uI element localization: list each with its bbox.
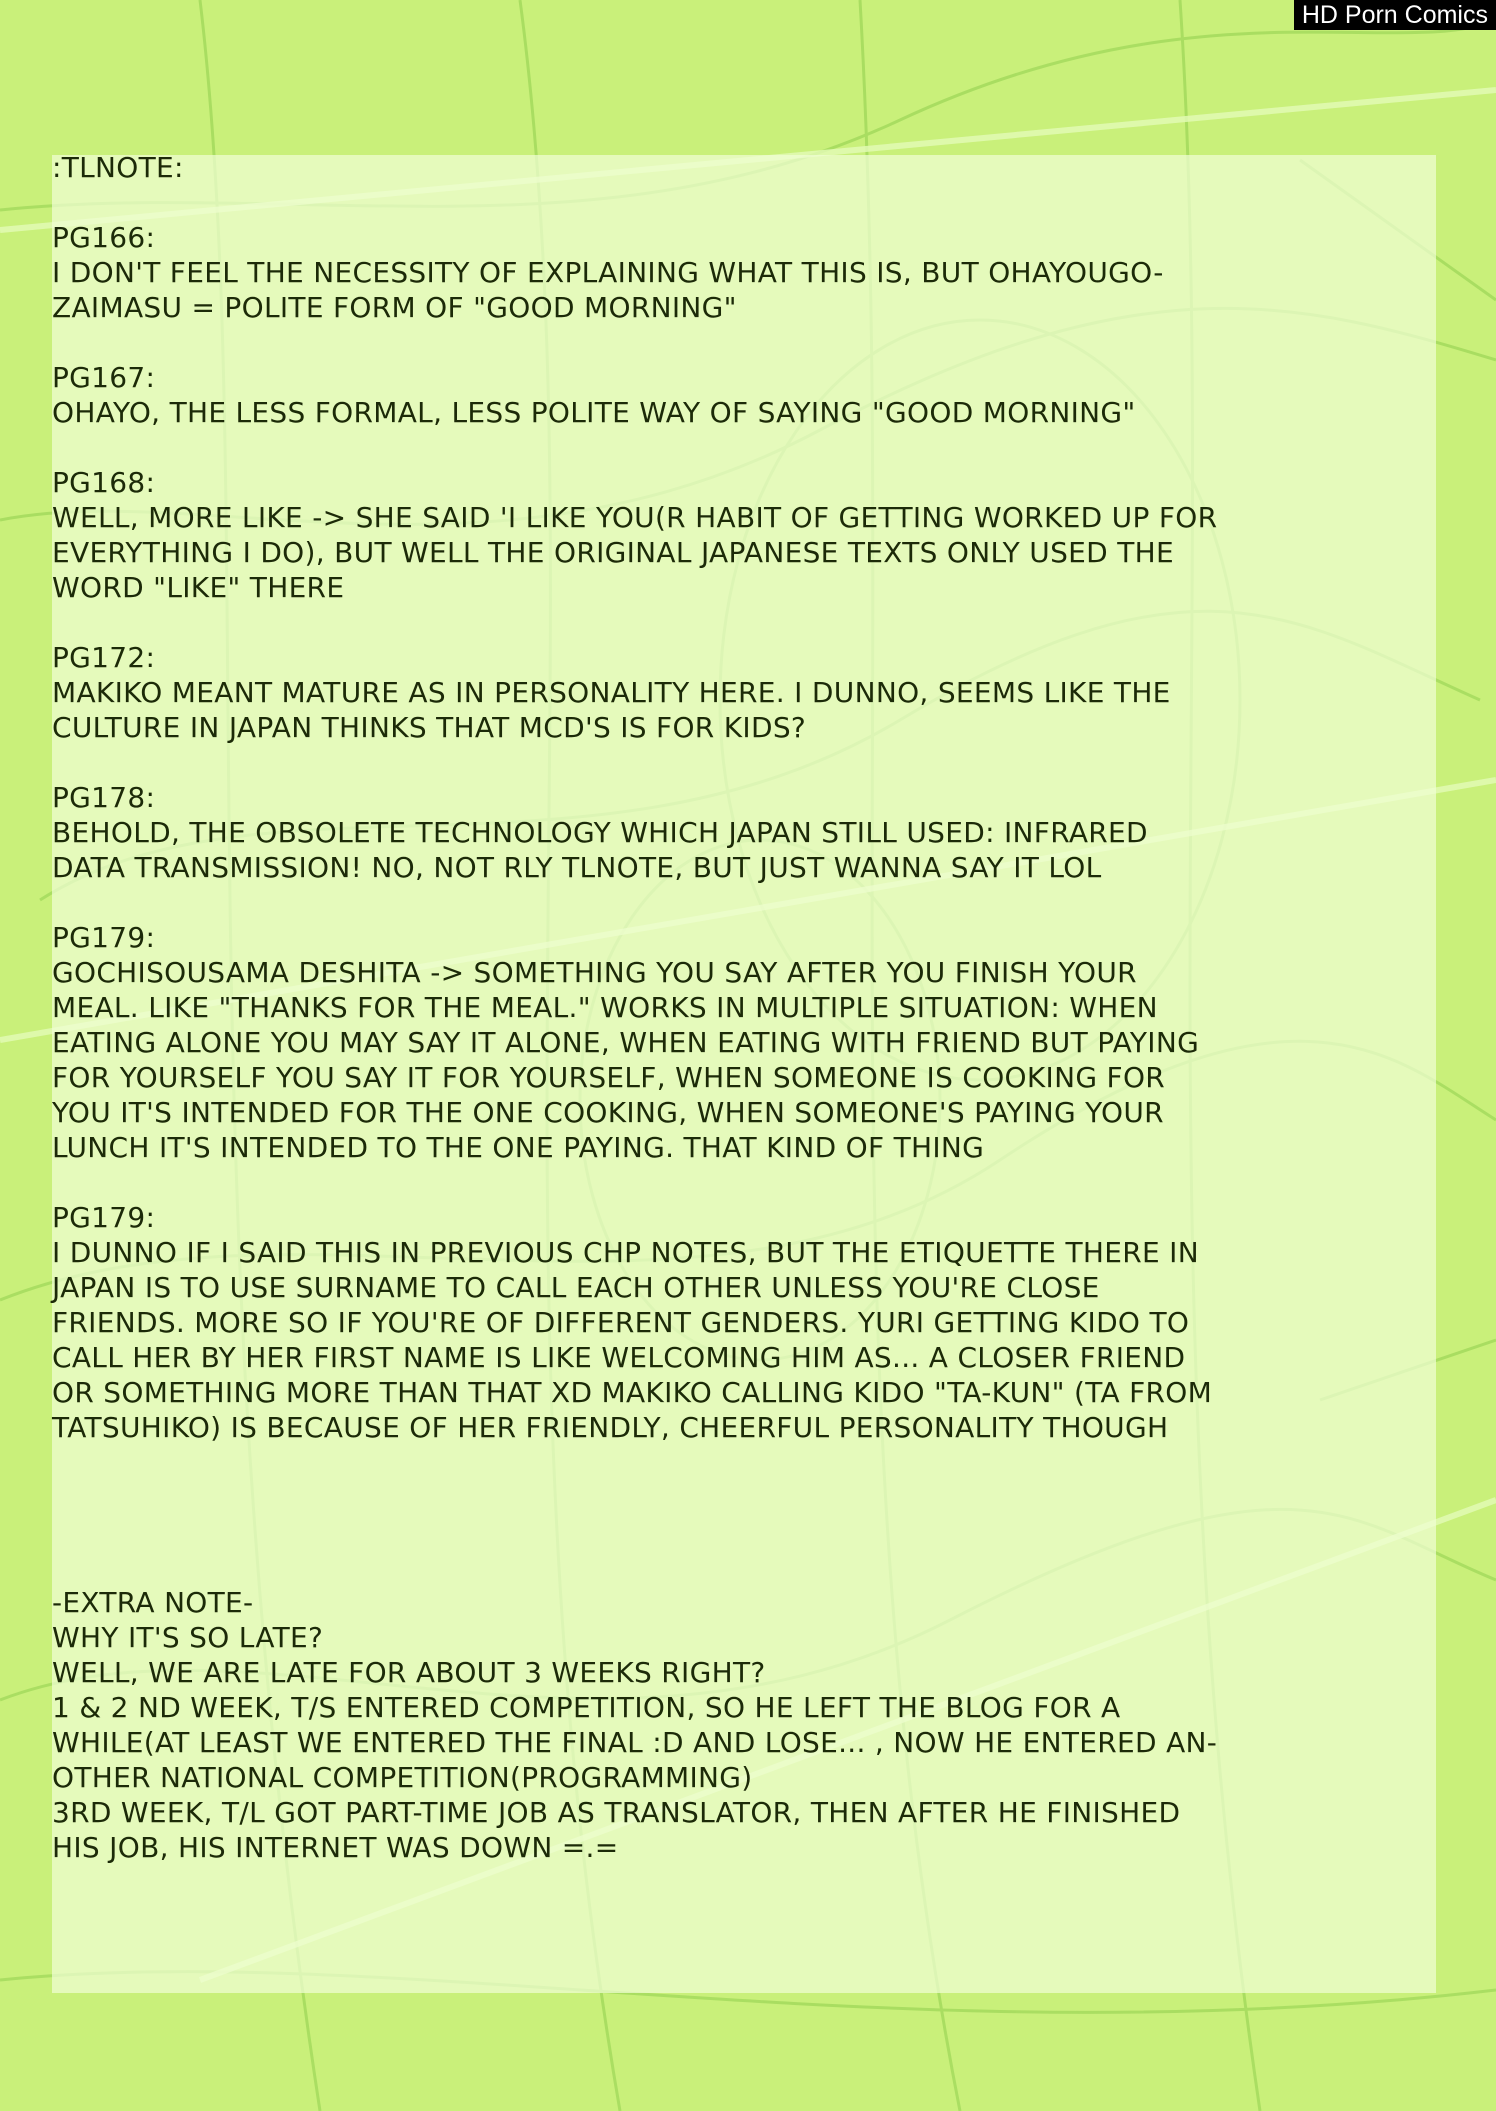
notes-heading: :TLNOTE: bbox=[52, 151, 184, 184]
note-body: I DUNNO IF I SAID THIS IN PREVIOUS CHP NOTES, BUT THE ETIQUETTE THERE IN JAPAN IS TO USE SURNAME TO CALL EACH OTHER UNLESS YOU'RE CLOSE FRIENDS. MORE SO IF YOU'RE OF DIFFERENT GENDERS. YURI GETTING KIDO TO CALL HER BY HER FIRST NAME IS LIKE WELCOMING HIM AS... A CLOSER FRIEND OR SOMETHING MORE THAN THAT XD MAKIKO CALLING KIDO "TA-KUN" (TA FROM TATSUHIKO) IS BECAUSE OF HER FRIENDLY, CHEERFUL PERSONALITY THOUGH bbox=[52, 1236, 1213, 1444]
note-page-label: PG168: bbox=[52, 466, 156, 499]
note-body: BEHOLD, THE OBSOLETE TECHNOLOGY WHICH JAPAN STILL USED: INFRARED DATA TRANSMISSION! NO, NOT RLY TLNOTE, BUT JUST WANNA SAY IT LOL bbox=[52, 816, 1148, 884]
note-body: MAKIKO MEANT MATURE AS IN PERSONALITY HERE. I DUNNO, SEEMS LIKE THE CULTURE IN JAPAN THINKS THAT MCD'S IS FOR KIDS? bbox=[52, 676, 1171, 744]
translation-notes bbox=[52, 150, 1452, 1865]
extra-note-body: WHY IT'S SO LATE? WELL, WE ARE LATE FOR ABOUT 3 WEEKS RIGHT? 1 & 2 ND WEEK, T/S ENTERED COMPETITION, SO HE LEFT THE BLOG FOR A WHILE(AT LEAST WE ENTERED THE FINAL :D AND LOSE... , NOW HE ENTERED AN- OTHER NATIONAL COMPETITION(PROGRAMMING) 3RD WEEK, T/L GOT PART-TIME JOB AS TRANSLATOR, THEN AFTER HE FINISHED HIS JOB, HIS INTERNET WAS DOWN =.= bbox=[52, 1621, 1218, 1864]
note-page-label: PG179: bbox=[52, 1201, 156, 1234]
note-pg167 bbox=[52, 360, 1452, 430]
note-pg168 bbox=[52, 465, 1452, 605]
note-pg178 bbox=[52, 780, 1452, 885]
note-body: I DON'T FEEL THE NECESSITY OF EXPLAINING WHAT THIS IS, BUT OHAYOUGO- ZAIMASU = POLITE FORM OF "GOOD MORNING" bbox=[52, 256, 1164, 324]
note-pg166 bbox=[52, 220, 1452, 325]
extra-note-title: -EXTRA NOTE- bbox=[52, 1586, 254, 1619]
note-pg179-b bbox=[52, 1200, 1452, 1445]
note-body: GOCHISOUSAMA DESHITA -> SOMETHING YOU SAY AFTER YOU FINISH YOUR MEAL. LIKE "THANKS FOR THE MEAL." WORKS IN MULTIPLE SITUATION: WHEN EATING ALONE YOU MAY SAY IT ALONE, WHEN EATING WITH FRIEND BUT PAYING FOR YOURSELF YOU SAY IT FOR YOURSELF, WHEN SOMEONE IS COOKING FOR YOU IT'S INTENDED FOR THE ONE COOKING, WHEN SOMEONE'S PAYING YOUR LUNCH IT'S INTENDED TO THE ONE PAYING. THAT KIND OF THING bbox=[52, 956, 1200, 1164]
note-body: WELL, MORE LIKE -> SHE SAID 'I LIKE YOU(R HABIT OF GETTING WORKED UP FOR EVERYTHING I DO), BUT WELL THE ORIGINAL JAPANESE TEXTS ONLY USED THE WORD "LIKE" THERE bbox=[52, 501, 1218, 604]
watermark-label: HD Porn Comics bbox=[1294, 0, 1496, 30]
note-page-label: PG179: bbox=[52, 921, 156, 954]
extra-note bbox=[52, 1585, 1452, 1865]
note-body: OHAYO, THE LESS FORMAL, LESS POLITE WAY OF SAYING "GOOD MORNING" bbox=[52, 396, 1136, 429]
note-pg172 bbox=[52, 640, 1452, 745]
note-page-label: PG172: bbox=[52, 641, 156, 674]
note-pg179-a bbox=[52, 920, 1452, 1165]
note-page-label: PG166: bbox=[52, 221, 156, 254]
note-page-label: PG167: bbox=[52, 361, 156, 394]
note-page-label: PG178: bbox=[52, 781, 156, 814]
